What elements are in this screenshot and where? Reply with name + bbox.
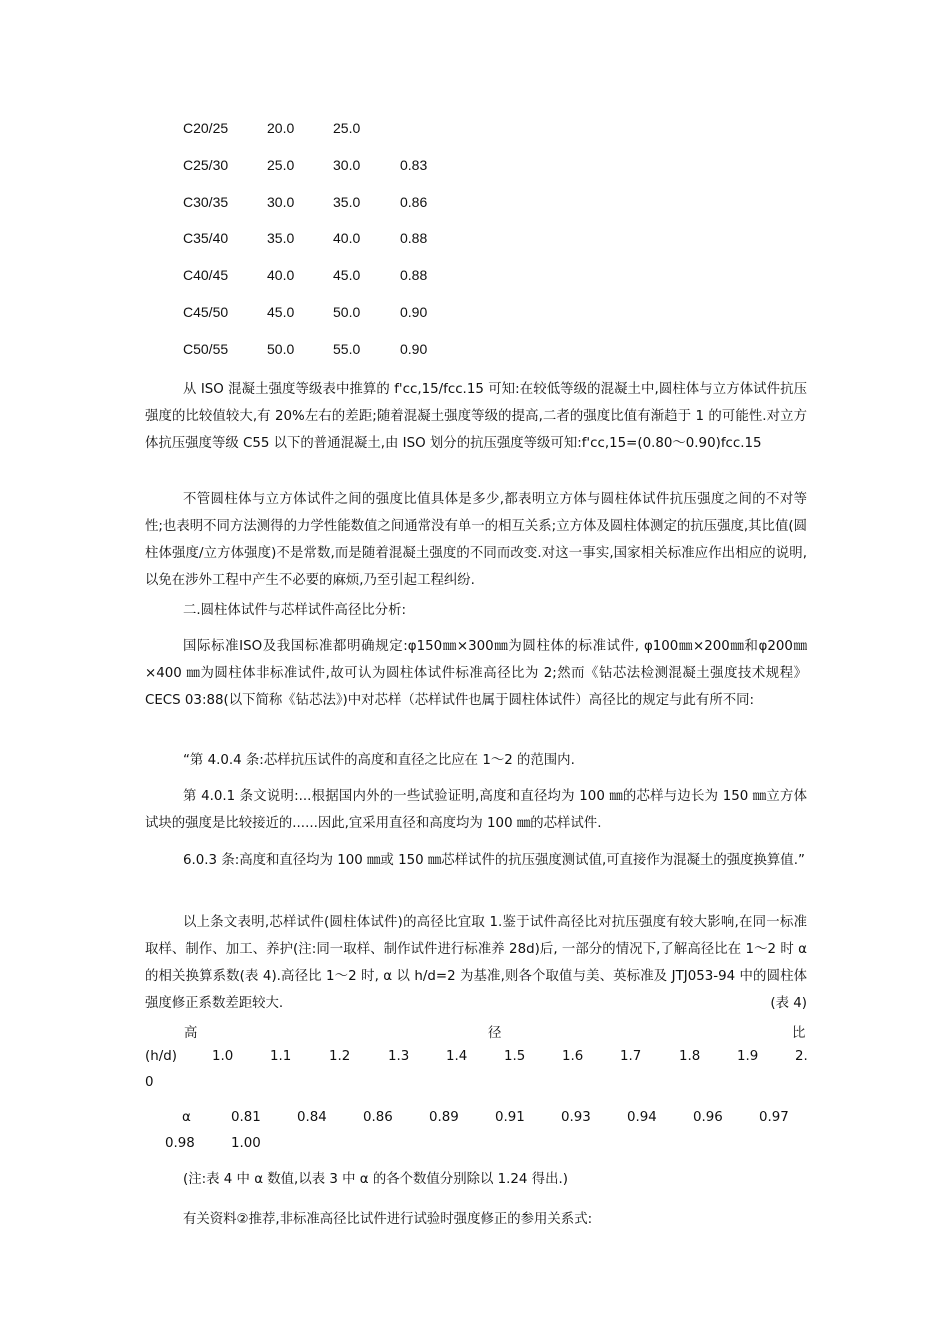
grade-cell: C35/40 (183, 230, 229, 247)
table4-hd-value: 1.8 (679, 1049, 701, 1064)
table-4-reference: (表 4) (770, 996, 807, 1011)
paragraph-iso-ratio: 从 ISO 混凝土强度等级表中推算的 f'cc,15/fcc.15 可知:在较低等级的混凝土中,圆柱体与立方体试件抗压强度的比较值较大,有 20%左右的差距;随着混凝土强度等级的提高,二者的强度比值有渐趋于 1 的可能性.对立方体抗压强度等级 C55 以下的普通混凝土,由 ISO 划分的抗压强度等级可知:f'cc,15=(0.80～0.90)fcc.15 (145, 382, 807, 451)
grade-cell: 25.0 (333, 120, 361, 136)
paragraph-standard-specimens: 国际标准ISO及我国标准都明确规定:φ150㎜×300㎜为圆柱体的标准试件, φ100㎜×200㎜和φ200㎜×400 ㎜为圆柱体非标准试件,故可认为圆柱体试件标准高径比为 2;然而《钻芯法检测混凝土强度技术规程》CECS 03:88(以下简称《钻芯法》)中对芯样（芯样试件也属于圆柱体试件）高径比的规定与此有所不同: (145, 639, 807, 708)
table4-hd-value: 1.3 (388, 1049, 410, 1064)
grade-cell: 40.0 (333, 230, 361, 247)
table4-hd-value: 1.1 (270, 1049, 292, 1064)
grade-cell: 40.0 (267, 267, 295, 284)
table4-hd-value: 1.5 (504, 1049, 526, 1064)
table4-alpha-value: 0.94 (627, 1110, 657, 1125)
grade-cell: 20.0 (267, 120, 295, 136)
grade-cell: 25.0 (267, 156, 295, 173)
section-heading-aspect-ratio: 二.圆柱体试件与芯样试件高径比分析: (183, 603, 407, 618)
quote-clause-6-0-3: 6.0.3 条:高度和直径均为 100 ㎜或 150 ㎜芯样试件的抗压强度测试值,可直接作为混凝土的强度换算值.” (183, 853, 805, 868)
table4-label-ratio: 比 (792, 1026, 806, 1041)
table4-alpha-value: 0.97 (759, 1110, 789, 1125)
grade-cell: 45.0 (267, 303, 295, 320)
table4-hd-value: 1.2 (329, 1049, 351, 1064)
table4-alpha-value: 0.84 (297, 1110, 327, 1125)
table4-hd-value: 1.0 (212, 1049, 234, 1064)
paragraph-body: 以上条文表明,芯样试件(圆柱体试件)的高径比宜取 1.鉴于试件高径比对抗压强度有较大影响,在同一标准取样、制作、加工、养护(注:同一取样、制作试件进行标准养 28d)后, 一部分的情况下,了解高径比在 1～2 时 α 的相关换算系数(表 4).高径比 1～2 时, α 以 h/d=2 为基准,则各个取值与美、英标准及 JTJ053-94 中的圆柱体强度修正系数差距较大. (145, 915, 807, 1011)
grade-cell: 35.0 (333, 193, 361, 210)
grade-cell: C25/30 (183, 156, 229, 173)
table4-hd-value: 1.4 (446, 1049, 468, 1064)
grade-cell: C30/35 (183, 193, 229, 210)
quote-clause-4-0-4: “第 4.0.4 条:芯样抗压试件的高度和直径之比应在 1～2 的范围内. (183, 753, 575, 768)
grade-cell: C20/25 (183, 120, 229, 136)
table4-hd-value: 1.6 (562, 1049, 584, 1064)
table4-alpha-wrap-1: 0.98 (165, 1136, 195, 1151)
grade-cell: 0.88 (400, 267, 428, 284)
table4-alpha-value: 0.86 (363, 1110, 393, 1125)
table4-note: (注:表 4 中 α 数值,以表 3 中 α 的各个数值分别除以 1.24 得出.) (183, 1172, 568, 1187)
table4-label-high: 高 (184, 1026, 198, 1041)
table4-alpha-value: 0.81 (231, 1110, 261, 1125)
grade-cell: 30.0 (333, 156, 361, 173)
paragraph-aspect-ratio-conclusion (145, 909, 807, 1017)
grade-cell: 45.0 (333, 267, 361, 284)
table4-alpha-value: 0.91 (495, 1110, 525, 1125)
grade-cell: 55.0 (333, 340, 361, 357)
grade-cell: 35.0 (267, 230, 295, 247)
table4-hd-value: 1.7 (620, 1049, 642, 1064)
table4-alpha-value: 0.96 (693, 1110, 723, 1125)
table4-hd-wrap: 0 (145, 1075, 154, 1090)
grade-cell: 0.90 (400, 303, 428, 320)
quote-clause-4-0-1: 第 4.0.1 条文说明:...根据国内外的一些试验证明,高度和直径均为 100 ㎜的芯样与边长为 150 ㎜立方体试块的强度是比较接近的......因此,宜采用直径和高度均为 100 ㎜的芯样试件. (145, 789, 807, 831)
grade-cell: 0.88 (400, 230, 428, 247)
grade-cell: 50.0 (333, 303, 361, 320)
table4-hd-label: (h/d) (145, 1049, 177, 1064)
grade-cell: 30.0 (267, 193, 295, 210)
table4-alpha-wrap-2: 1.00 (231, 1136, 261, 1151)
paragraph-recommended-formula: 有关资料②推荐,非标准高径比试件进行试验时强度修正的参用关系式: (183, 1212, 593, 1227)
grade-cell: C50/55 (183, 340, 229, 357)
table4-alpha-value: 0.89 (429, 1110, 459, 1125)
table4-hd-value: 1.9 (737, 1049, 759, 1064)
table4-alpha-value: 0.93 (561, 1110, 591, 1125)
grade-cell: C40/45 (183, 267, 229, 284)
grade-cell: C45/50 (183, 303, 229, 320)
grade-cell: 50.0 (267, 340, 295, 357)
grade-cell: 0.86 (400, 193, 428, 210)
paragraph-ratio-inequality: 不管圆柱体与立方体试件之间的强度比值具体是多少,都表明立方体与圆柱体试件抗压强度之间的不对等性;也表明不同方法测得的力学性能数值之间通常没有单一的相互关系;立方体及圆柱体测定的抗压强度,其比值(圆柱体强度/立方体强度)不是常数,而是随着混凝土强度的不同而改变.对这一事实,国家相关标准应作出相应的说明,以免在涉外工程中产生不必要的麻烦,乃至引起工程纠纷. (145, 492, 807, 588)
table4-hd-value: 2. (795, 1049, 808, 1064)
table4-label-diameter: 径 (488, 1026, 502, 1041)
table4-alpha-label: α (182, 1110, 191, 1125)
grade-cell: 0.90 (400, 340, 428, 357)
grade-cell: 0.83 (400, 156, 428, 173)
